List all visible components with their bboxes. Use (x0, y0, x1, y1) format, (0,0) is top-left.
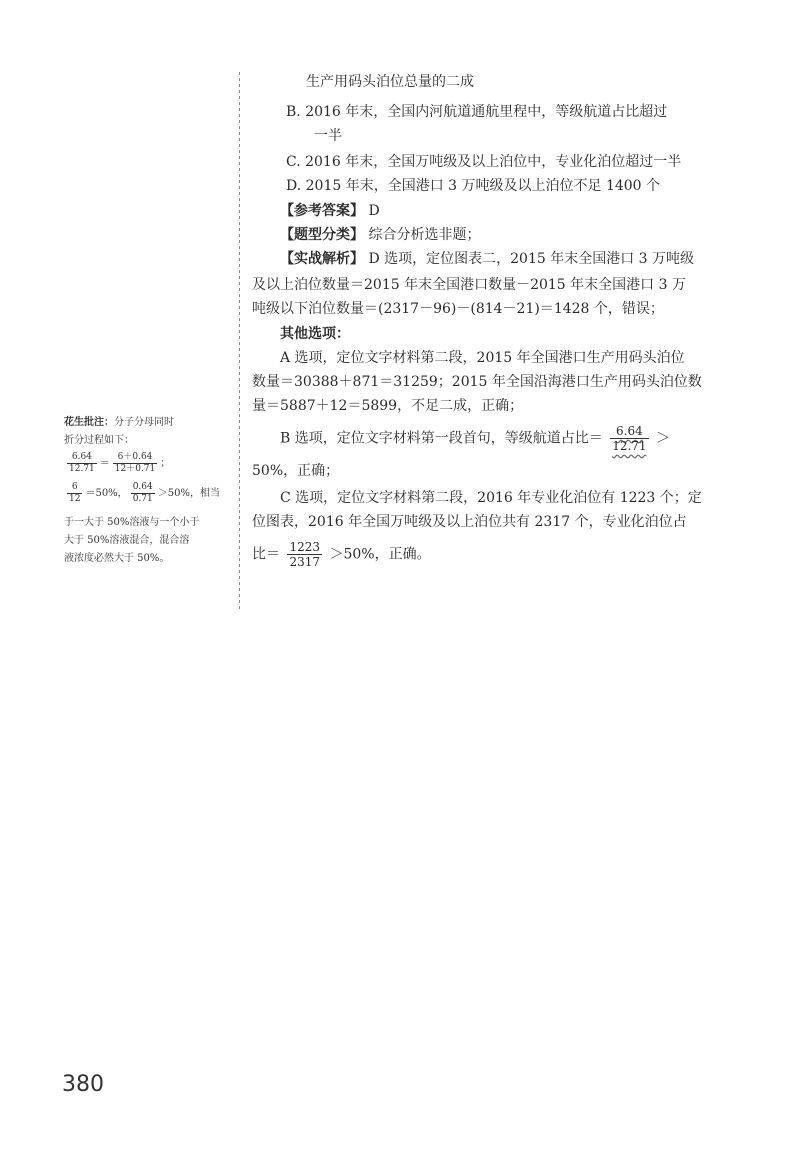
other-b-frac-den: 12.71 (612, 439, 647, 453)
sidenote-frac-2-den: 12＋0.71 (114, 464, 156, 474)
other-c-line2: 位图表，2016 年全国万吨级及以上泊位共有 2317 个，专业化泊位占 (252, 514, 687, 530)
sidenote-line6: 大于 50%溶液混合，混合溶 (64, 535, 190, 546)
sidenote-frac-1-num: 6.64 (67, 452, 97, 464)
other-a-line1: A 选项，定位文字材料第二段，2015 年全国港口生产用码头泊位 (280, 350, 685, 366)
other-c-suffix: ＞50%，正确。 (329, 546, 431, 563)
other-c-fraction (287, 540, 322, 569)
analysis-label: 【实战解析】 (280, 251, 364, 267)
answer-value: D (368, 203, 380, 219)
other-b-fraction (610, 424, 648, 453)
other-c-line1: C 选项，定位文字材料第二段，2016 年专业化泊位有 1223 个；定 (280, 490, 702, 506)
sidenote-frac-3-den: 12 (69, 494, 81, 504)
other-b-line2: 50%，正确； (252, 463, 340, 479)
sidenote-line1 (64, 414, 174, 432)
type-row (280, 223, 480, 247)
sidenote-line3 (64, 452, 170, 475)
analysis-line3: 吨级以下泊位数量＝(2317－96)－(814－21)＝1428 个，错误； (252, 301, 664, 317)
type-label: 【题型分类】 (280, 227, 364, 243)
sidenote-frac-4 (131, 482, 155, 505)
option-a-tail: 生产用码头泊位总量的二成 (306, 74, 474, 90)
sidenote-frac-1-den: 12.71 (69, 464, 95, 474)
option-b-line1: B. 2016 年末，全国内河航道通航里程中，等级航道占比超过 (286, 104, 668, 120)
option-b-line2: 一半 (314, 128, 342, 144)
sidenote-mid: ＝50%， (85, 488, 128, 499)
sidenote-frac-2-num: 6＋0.64 (113, 452, 158, 464)
sidenote-eq: ＝ (99, 458, 110, 469)
sidenote-line4 (64, 482, 220, 505)
other-c-frac-den: 2317 (289, 555, 320, 569)
sidenote-frac-1 (67, 452, 97, 475)
other-a-line2: 数量＝30388＋871＝31259；2015 年全国沿海港口生产用码头泊位数 (252, 374, 702, 390)
margin-divider (236, 72, 242, 612)
other-a-line3: 量＝5887＋12＝5899，不足二成，正确； (252, 398, 524, 414)
other-c-frac-num: 1223 (289, 540, 320, 554)
answer-row (280, 199, 380, 223)
other-b-prefix: B 选项，定位文字材料第一段首句，等级航道占比＝ (280, 430, 603, 447)
other-options-heading: 其他选项： (280, 326, 350, 342)
other-b-gt: ＞ (656, 430, 671, 447)
sidenote-tail: ＞50%，相当 (157, 488, 220, 499)
analysis-line2: 及以上泊位数量＝2015 年末全国港口数量－2015 年末全国港口 3 万 (252, 277, 686, 293)
sidenote-line5: 于一大于 50%溶液与一个小于 (64, 517, 200, 528)
sidenote-line1-text: 分子分母同时 (114, 417, 174, 428)
answer-label: 【参考答案】 (280, 203, 364, 219)
other-b-line1 (280, 424, 670, 453)
sidenote-frac-4-den: 0.71 (132, 494, 153, 504)
sidenote-frac-2 (113, 452, 158, 475)
page-number: 380 (62, 1072, 104, 1097)
sidenote-frac-4-num: 0.64 (132, 482, 153, 492)
sidenote-label: 花生批注： (64, 417, 114, 428)
option-c: C. 2016 年末，全国万吨级及以上泊位中，专业化泊位超过一半 (286, 154, 682, 170)
other-c-prefix: 比＝ (252, 546, 280, 563)
other-b-frac-num: 6.64 (610, 424, 648, 439)
analysis-line1: D 选项，定位图表二，2015 年末全国港口 3 万吨级 (368, 251, 695, 267)
sidenote-line7: 液浓度必然大于 50%。 (64, 553, 170, 564)
option-d: D. 2015 年末，全国港口 3 万吨级及以上泊位不足 1400 个 (286, 178, 661, 194)
sidenote-frac-3-num: 6 (67, 482, 82, 494)
analysis-row (280, 247, 694, 271)
type-value: 综合分析选非题； (368, 227, 481, 243)
sidenote-line2: 折分过程如下： (64, 435, 134, 446)
sidenote-frac-3 (67, 482, 82, 505)
other-c-line3 (252, 540, 431, 569)
sidenote-semicolon: ； (160, 458, 171, 469)
